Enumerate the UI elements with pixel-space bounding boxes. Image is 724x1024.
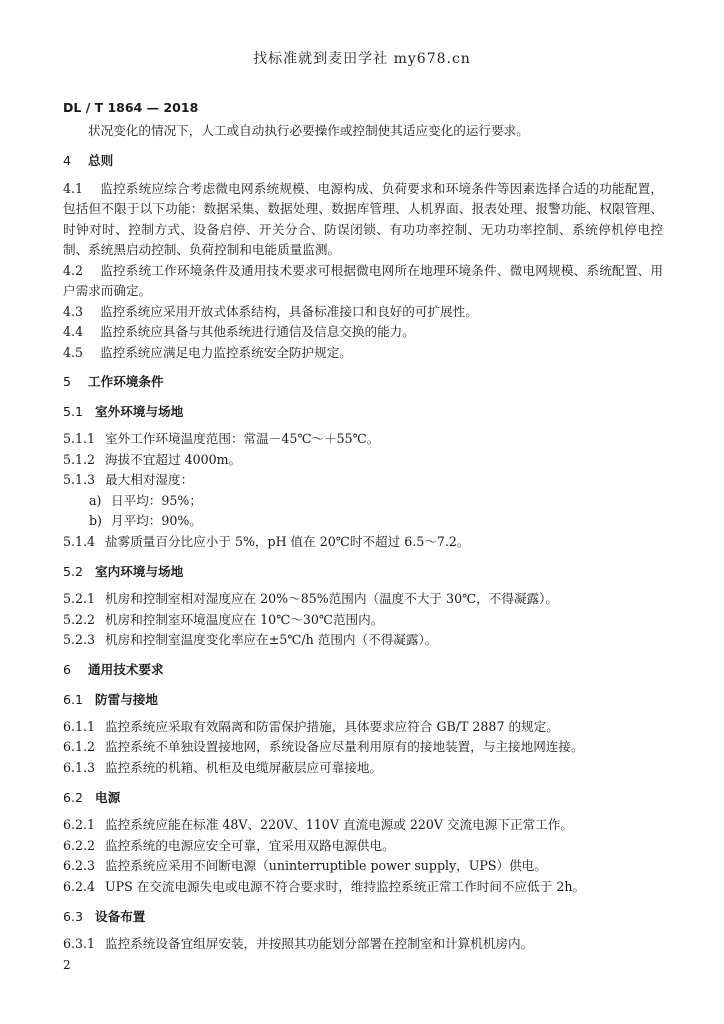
section-5-heading bbox=[63, 372, 663, 392]
clause-number: 4.5 bbox=[63, 344, 84, 360]
subsection-title: 室内环境与场地 bbox=[95, 564, 184, 579]
clause-4-1 bbox=[63, 179, 663, 261]
clause-text: 机房和控制室相对湿度应在 20%～85%范围内（温度不大于 30℃，不得凝露）。 bbox=[105, 591, 559, 606]
clause-text: 最大相对湿度： bbox=[105, 472, 194, 487]
list-item-a bbox=[63, 491, 663, 512]
clause-6-2-3 bbox=[63, 856, 663, 877]
clause-text: 室外工作环境温度范围：常温－45℃～＋55℃。 bbox=[105, 431, 380, 446]
subsection-title: 防雷与接地 bbox=[95, 691, 158, 707]
clause-6-2-1 bbox=[63, 815, 663, 836]
clause-number: 5.1.1 bbox=[63, 431, 96, 446]
clause-text: 监控系统应综合考虑微电网系统规模、电源构成、负荷要求和环境条件等因素选择合适的功能配置，包括但不限于以下功能：数据采集、数据处理、数据库管理、人机界面、报表处理、报警功能、权限管理、时钟对时、控制方式、设备启停、开关分合、防误闭锁、有功功率控制、无功功率控制、系统停机停电控制、系统黑启动控制、负荷控制和电能质量监测。 bbox=[63, 180, 663, 257]
section-number: 4 bbox=[63, 152, 72, 168]
clause-text: 监控系统应具备与其他系统进行通信及信息交换的能力。 bbox=[100, 324, 415, 339]
clause-5-1-2 bbox=[63, 450, 663, 471]
section-title: 工作环境条件 bbox=[88, 374, 164, 389]
document-number: DL / T 1864 — 2018 bbox=[63, 100, 199, 115]
list-text: 月平均：90%。 bbox=[111, 513, 202, 528]
clause-4-4 bbox=[63, 322, 663, 343]
clause-number: 6.1.3 bbox=[63, 759, 96, 775]
watermark-text: 找标准就到麦田学社 my678.cn bbox=[253, 51, 471, 67]
subsection-number: 6.2 bbox=[63, 790, 84, 805]
clause-text: 监控系统应满足电力监控系统安全防护规定。 bbox=[100, 344, 352, 360]
section-title: 通用技术要求 bbox=[88, 661, 164, 677]
section-4-heading bbox=[63, 151, 663, 171]
subsection-title: 设备布置 bbox=[95, 909, 146, 924]
section-6-heading bbox=[63, 660, 663, 680]
clause-number: 6.2.2 bbox=[63, 837, 96, 853]
clause-6-1-2 bbox=[63, 737, 663, 758]
subsection-title: 室外环境与场地 bbox=[95, 404, 184, 419]
clause-text: 机房和控制室温度变化率应在±5℃/h 范围内（不得凝露）。 bbox=[105, 632, 438, 647]
subsection-5-2-heading bbox=[63, 562, 663, 582]
clause-text: 监控系统应采取有效隔离和防雷保护措施，具体要求应符合 GB/T 2887 的规定。 bbox=[105, 718, 559, 734]
clause-number: 5.1.4 bbox=[63, 533, 96, 549]
clause-number: 6.2.3 bbox=[63, 858, 96, 873]
clause-text: 监控系统设备宜组屏安装，并按照其功能划分部署在控制室和计算机机房内。 bbox=[105, 936, 534, 951]
clause-5-2-1 bbox=[63, 589, 663, 610]
section-number: 6 bbox=[63, 661, 72, 677]
subsection-6-2-heading bbox=[63, 788, 663, 808]
clause-6-2-2 bbox=[63, 836, 663, 857]
clause-text: 监控系统应采用不间断电源（uninterruptible power supply，UPS）供电。 bbox=[105, 858, 547, 873]
clause-number: 5.2.3 bbox=[63, 632, 96, 647]
clause-text: 盐雾质量百分比应小于 5%，pH 值在 20℃时不超过 6.5～7.2。 bbox=[105, 533, 470, 549]
intro-paragraph: 状况变化的情况下，人工或自动执行必要操作或控制使其适应变化的运行要求。 bbox=[88, 123, 529, 138]
clause-5-1-3 bbox=[63, 470, 663, 491]
clause-number: 4.4 bbox=[63, 324, 84, 339]
clause-text: 监控系统的电源应安全可靠，宜采用双路电源供电。 bbox=[105, 837, 395, 853]
clause-number: 5.1.3 bbox=[63, 472, 96, 487]
subsection-6-1-heading bbox=[63, 690, 663, 710]
clause-number: 6.1.2 bbox=[63, 739, 96, 754]
page-number: 2 bbox=[63, 958, 71, 972]
list-text: 日平均：95%； bbox=[111, 492, 202, 508]
clause-text: 监控系统工作环境条件及通用技术要求可根据微电网所在地理环境条件、微电网规模、系统配置、用户需求而确定。 bbox=[63, 262, 663, 298]
clause-5-1-1 bbox=[63, 429, 663, 450]
section-title: 总则 bbox=[88, 152, 114, 168]
subsection-5-1-heading bbox=[63, 402, 663, 422]
clause-number: 6.2.1 bbox=[63, 817, 96, 832]
clause-text: 监控系统的机箱、机柜及电缆屏蔽层应可靠接地。 bbox=[105, 759, 383, 775]
subsection-number: 6.1 bbox=[63, 691, 84, 707]
subsection-number: 5.2 bbox=[63, 564, 84, 579]
list-item-b bbox=[63, 511, 663, 532]
list-label: b) bbox=[89, 513, 102, 528]
clause-5-1-4 bbox=[63, 532, 663, 553]
clause-number: 6.3.1 bbox=[63, 936, 96, 951]
clause-number: 5.2.1 bbox=[63, 591, 96, 606]
clause-text: 监控系统应能在标准 48V、220V、110V 直流电源或 220V 交流电源下正常工作。 bbox=[105, 817, 573, 832]
clause-number: 6.1.1 bbox=[63, 718, 96, 734]
clause-5-2-2 bbox=[63, 610, 663, 631]
clause-text: 监控系统应采用开放式体系结构，具备标准接口和良好的可扩展性。 bbox=[100, 303, 478, 319]
clause-number: 4.2 bbox=[63, 262, 84, 278]
section-number: 5 bbox=[63, 374, 72, 389]
clause-number: 6.2.4 bbox=[63, 878, 96, 894]
clause-4-3 bbox=[63, 302, 663, 323]
clause-6-1-3 bbox=[63, 758, 663, 779]
clause-number: 5.1.2 bbox=[63, 451, 96, 467]
clause-text: 海拔不宜超过 4000m。 bbox=[105, 451, 242, 467]
subsection-number: 5.1 bbox=[63, 404, 84, 419]
subsection-title: 电源 bbox=[95, 790, 121, 805]
document-body bbox=[63, 121, 663, 955]
clause-4-2 bbox=[63, 261, 663, 302]
clause-number: 5.2.2 bbox=[63, 611, 96, 627]
list-label: a) bbox=[89, 492, 102, 508]
clause-number: 4.3 bbox=[63, 303, 84, 319]
clause-6-1-1 bbox=[63, 717, 663, 738]
clause-text: 机房和控制室环境温度应在 10℃～30℃范围内。 bbox=[105, 611, 384, 627]
clause-text: UPS 在交流电源失电或电源不符合要求时，维持监控系统正常工作时间不应低于 2h。 bbox=[105, 878, 586, 894]
clause-6-3-1 bbox=[63, 934, 663, 955]
subsection-number: 6.3 bbox=[63, 909, 84, 924]
clause-6-2-4 bbox=[63, 877, 663, 898]
clause-number: 4.1 bbox=[63, 180, 84, 196]
clause-4-5 bbox=[63, 343, 663, 364]
clause-text: 监控系统不单独设置接地网，系统设备应尽量利用原有的接地装置，与主接地网连接。 bbox=[105, 739, 584, 754]
clause-5-2-3 bbox=[63, 630, 663, 651]
subsection-6-3-heading bbox=[63, 907, 663, 927]
